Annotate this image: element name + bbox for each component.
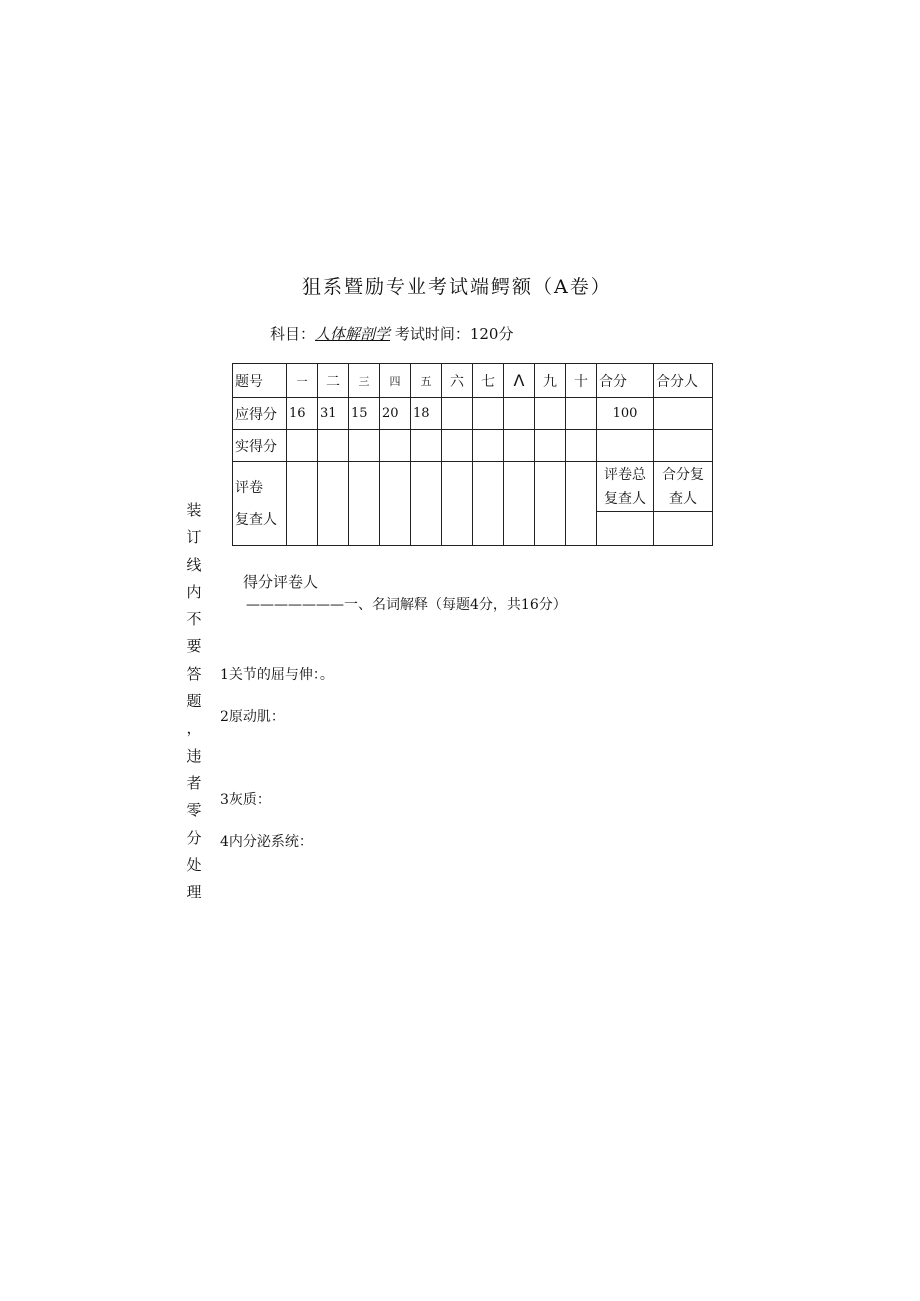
score-cell: 15 (349, 398, 380, 430)
actual-cell[interactable] (349, 430, 380, 462)
score-cell (654, 398, 713, 430)
table-row-header (233, 364, 713, 398)
actual-cell[interactable] (597, 430, 654, 462)
reviewer-cell[interactable] (535, 462, 566, 546)
sum-reviewer-label: 合分复查人 (654, 462, 713, 512)
sum-reviewer-sign[interactable] (654, 512, 713, 546)
header-cell: 七 (473, 364, 504, 398)
reviewer-cell[interactable] (380, 462, 411, 546)
reviewer-cell[interactable] (473, 462, 504, 546)
table-row-max-scores (233, 398, 713, 430)
actual-cell[interactable] (411, 430, 442, 462)
reviewer-cell[interactable] (504, 462, 535, 546)
score-cell: 31 (318, 398, 349, 430)
score-table (232, 363, 713, 546)
total-reviewer-label: 评卷总复查人 (597, 462, 654, 512)
subject-row (270, 323, 513, 344)
actual-cell[interactable] (318, 430, 349, 462)
header-cell: Λ (504, 364, 535, 398)
reviewer-cell[interactable] (442, 462, 473, 546)
question-1: 1关节的屈与伸：。 (220, 667, 334, 683)
table-row-reviewer (233, 462, 713, 512)
actual-cell[interactable] (566, 430, 597, 462)
header-cell: 三 (349, 364, 380, 398)
actual-cell[interactable] (442, 430, 473, 462)
reviewer-label: 评卷 复查人 (233, 462, 287, 546)
question-4: 4内分泌系统： (220, 834, 313, 850)
actual-cell[interactable] (473, 430, 504, 462)
reviewer-cell[interactable] (566, 462, 597, 546)
header-cell: 六 (442, 364, 473, 398)
header-cell: 题号 (233, 364, 287, 398)
score-cell (566, 398, 597, 430)
score-cell (535, 398, 566, 430)
table-row-actual (233, 430, 713, 462)
question-2: 2原动肌： (220, 709, 285, 725)
score-cell (504, 398, 535, 430)
actual-cell[interactable] (535, 430, 566, 462)
actual-cell[interactable] (380, 430, 411, 462)
binding-line-note: 装 订 线 内 不 要 答 题 ， 违 者 零 分 处 理 (186, 501, 202, 902)
score-cell (473, 398, 504, 430)
row-label: 应得分 (233, 398, 287, 430)
exam-time: 考试时间：120分 (394, 325, 514, 343)
subject-name: 人体解剖学 (315, 325, 391, 343)
header-cell: 合分人 (654, 364, 713, 398)
total-score-cell: 100 (597, 398, 654, 430)
reviewer-cell[interactable] (411, 462, 442, 546)
header-cell: 一 (287, 364, 318, 398)
row-label: 实得分 (233, 430, 287, 462)
reviewer-cell[interactable] (349, 462, 380, 546)
score-cell (442, 398, 473, 430)
header-cell: 五 (411, 364, 442, 398)
actual-cell[interactable] (654, 430, 713, 462)
total-reviewer-sign[interactable] (597, 512, 654, 546)
reviewer-cell[interactable] (318, 462, 349, 546)
header-cell: 十 (566, 364, 597, 398)
section-heading: ———————一、名词解释（每题4分，共16分） (246, 597, 567, 613)
header-cell: 二 (318, 364, 349, 398)
header-cell: 九 (535, 364, 566, 398)
scorer-label: 得分评卷人 (243, 573, 319, 591)
score-cell: 18 (411, 398, 442, 430)
subject-label: 科目： (270, 325, 316, 343)
question-3: 3灰质： (220, 792, 271, 808)
exam-title: 狙系暨励专业考试端鳄额（A卷） (302, 276, 612, 298)
score-cell: 20 (380, 398, 411, 430)
score-cell: 16 (287, 398, 318, 430)
actual-cell[interactable] (287, 430, 318, 462)
reviewer-cell[interactable] (287, 462, 318, 546)
header-cell: 合分 (597, 364, 654, 398)
actual-cell[interactable] (504, 430, 535, 462)
header-cell: 四 (380, 364, 411, 398)
